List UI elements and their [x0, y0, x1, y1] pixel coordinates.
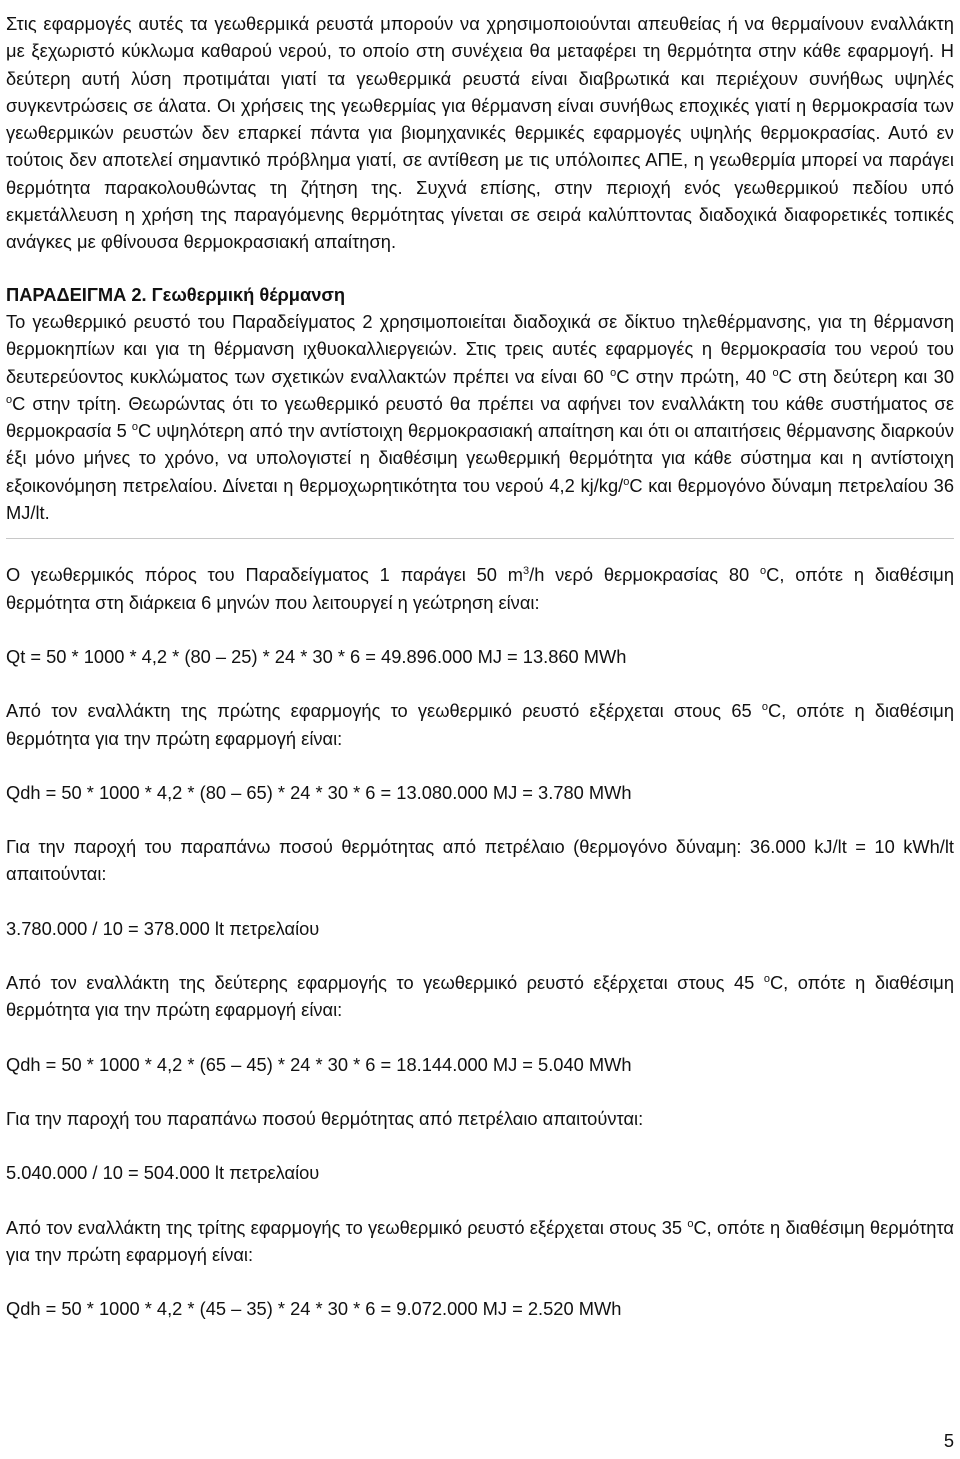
degree-sup: o [687, 1217, 694, 1230]
example-divider [6, 538, 954, 539]
formula-qt: Qt = 50 * 1000 * 4,2 * (80 – 25) * 24 * 30 * 6 = 49.896.000 MJ = 13.860 MWh [6, 645, 627, 667]
degree-sup: o [763, 972, 770, 985]
page-number: 5 [943, 1430, 954, 1451]
solution-text: C, οπότε η διαθέσιμη θερμότητα στη διάρκεια 6 μηνών που λειτουργεί η γεώτρηση είναι: [6, 564, 954, 613]
solution-paragraph-1 [6, 561, 954, 616]
formula-qdh-3: Qdh = 50 * 1000 * 4,2 * (45 – 35) * 24 * 30 * 6 = 9.072.000 MJ = 2.520 MWh [6, 1298, 622, 1320]
example-text-1: Το γεωθερμικό ρευστό του Παραδείγματος 2 χρησιμοποιείται διαδοχικά σε δίκτυο τηλεθέρμανσης, για τη θέρμανση θερμοκηπίων και για τη θέρμανση ιχθυοκαλλιεργειών. Στις τρεις αυτές εφαρμογές η θερμοκρασία του νερού του δευτερεύοντος κυκλώματος των σχετικών εναλλακτών πρέπει να είναι 60 [6, 310, 954, 387]
solution-text: C, οπότε η διαθέσιμη θερμότητα για την πρώτη εφαρμογή είναι: [6, 700, 954, 749]
solution-text: Από τον εναλλάκτη της δεύτερης εφαρμογής το γεωθερμικό ρευστό εξέρχεται στους 45 [6, 972, 755, 994]
solution-paragraph-4 [6, 969, 954, 1024]
solution-paragraph-3: Για την παροχή του παραπάνω ποσού θερμότητας από πετρέλαιο (θερμογόνο δύναμη: 36.000 kJ/lt = 10 kWh/lt απαιτούνται: [6, 836, 954, 885]
degree-sup-1: o [610, 366, 617, 379]
solution-paragraph-2 [6, 697, 954, 752]
example-statement [6, 308, 954, 526]
degree-sup-3: o [6, 393, 13, 406]
degree-sup: o [760, 565, 767, 578]
cubic-sup: 3 [522, 565, 530, 578]
example-text-6: C και θερμογόνο δύναμη πετρελαίου 36 MJ/lt. [6, 474, 954, 524]
example-text-5: C υψηλότερη από την αντίστοιχη θερμοκρασιακή απαίτηση και ότι οι απαιτήσεις θέρμανσης διαρκούν έξι μόνο μήνες το χρόνο, να υπολογιστεί η διαθέσιμη γεωθερμική θερμότητα για κάθε σύστημα και η αντίστοιχη εξοικονόμηση πετρελαίου. Δίνεται η θερμοχωρητικότητα του νερού 4,2 kj/kg/ [6, 420, 955, 496]
formula-oil-1: 3.780.000 / 10 = 378.000 lt πετρελαίου [6, 917, 320, 939]
solution-paragraph-6 [6, 1214, 954, 1269]
solution-text: C, οπότε η διαθέσιμη θερμότητα για την πρώτη εφαρμογή είναι: [6, 972, 954, 1021]
degree-sup-5: o [623, 475, 630, 488]
formula-qdh-1: Qdh = 50 * 1000 * 4,2 * (80 – 65) * 24 * 30 * 6 = 13.080.000 MJ = 3.780 MWh [6, 781, 632, 803]
solution-text: Από τον εναλλάκτη της πρώτης εφαρμογής το γεωθερμικό ρευστό εξέρχεται στους 65 [6, 700, 752, 722]
degree-sup: o [761, 701, 768, 714]
formula-oil-2: 5.040.000 / 10 = 504.000 lt πετρελαίου [6, 1162, 320, 1184]
intro-paragraph: Στις εφαρμογές αυτές τα γεωθερμικά ρευστά μπορούν να χρησιμοποιούνται απευθείας ή να θερμαίνουν εναλλάκτη με ξεχωριστό κύκλωμα καθαρού νερού, το οποίο στη συνέχεια θα μεταφέρει τη θερμότητα στην κάθε εφαρμογή. Η δεύτερη αυτή λύση προτιμάται γιατί τα γεωθερμικά ρευστά είναι διαβρωτικά και περιέχουν συνήθως υψηλές συγκεντρώσεις σε άλατα. Οι χρήσεις της γεωθερμίας για θέρμανση είναι συνήθως εποχικές γιατί η θερμοκρασία των γεωθερμικών ρευστών δεν επαρκεί πάντα για βιομηχανικές θερμικές εφαρμογές υψηλής θερμοκρασίας. Αυτό εν τούτοις δεν αποτελεί σημαντικό πρόβλημα γιατί, σε αντίθεση με τις υπόλοιπες ΑΠΕ, η γεωθερμία μπορεί να παράγει θερμότητα παρακολουθώντας τη ζήτηση της. Συχνά επίσης, στην περιοχή ενός γεωθερμικού πεδίου υπό εκμετάλλευση η χρήση της παραγόμενης θερμότητας γίνεται σε σειρά καλύπτοντας διαδοχικά διαφορετικές τοπικές ανάγκες με φθίνουσα θερμοκρασιακή απαίτηση. [6, 13, 954, 253]
example-text-3: C στη δεύτερη και 30 [778, 365, 954, 387]
example-text-2: C στην πρώτη, 40 [616, 365, 767, 387]
example-heading: ΠΑΡΑΔΕΙΓΜΑ 2. Γεωθερμική θέρμανση [6, 283, 346, 305]
degree-sup-2: o [772, 366, 779, 379]
formula-qdh-2: Qdh = 50 * 1000 * 4,2 * (65 – 45) * 24 * 30 * 6 = 18.144.000 MJ = 5.040 MWh [6, 1053, 632, 1075]
solution-paragraph-5: Για την παροχή του παραπάνω ποσού θερμότητας από πετρέλαιο απαιτούνται: [6, 1107, 644, 1129]
solution-text: Από τον εναλλάκτη της τρίτης εφαρμογής το γεωθερμικό ρευστό εξέρχεται στους 35 [6, 1216, 683, 1238]
example-text-4: C στην τρίτη. Θεωρώντας ότι το γεωθερμικό ρευστό θα πρέπει να αφήνει τον εναλλάκτη του κάθε συστήματος σε θερμοκρασία 5 [6, 392, 954, 442]
solution-text: Ο γεωθερμικός πόρος του Παραδείγματος 1 παράγει 50 m [6, 564, 523, 586]
example-box [6, 281, 954, 540]
degree-sup-4: o [131, 421, 139, 434]
solution-text: /h νερό θερμοκρασίας 80 [529, 564, 750, 586]
solution-text: C, οπότε η διαθέσιμη θερμότητα για την πρώτη εφαρμογή είναι: [6, 1216, 954, 1265]
